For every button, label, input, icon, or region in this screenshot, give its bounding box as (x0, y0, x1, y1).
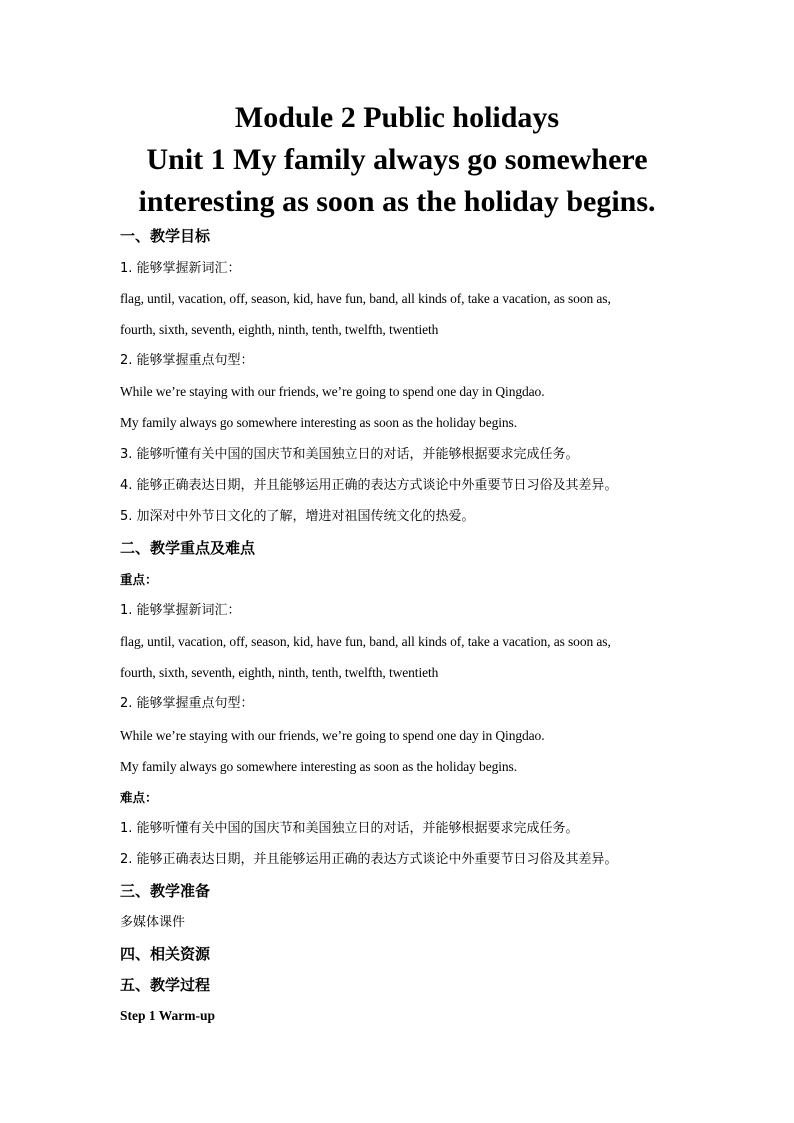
goal-sentence-1: While we’re staying with our friends, we’re going to spend one day in Qingdao. (120, 384, 545, 399)
key-vocab-line-1: flag, until, vacation, off, season, kid, have fun, band, all kinds of, take a vacation, as soon as, (120, 634, 611, 649)
goal-item-2-label: 2. 能够掌握重点句型： (120, 353, 254, 368)
preparation-content: 多媒体课件 (120, 915, 186, 930)
goal-vocab-line-1: flag, until, vacation, off, season, kid, have fun, band, all kinds of, take a vacation, as soon as, (120, 291, 611, 306)
title-line-1: Module 2 Public holidays (234, 101, 560, 134)
difficult-item-2: 2. 能够正确表达日期，并且能够运用正确的表达方式谈论中外重要节日习俗及其差异。 (120, 852, 618, 867)
goal-sentence-2: My family always go somewhere interesting as soon as the holiday begins. (120, 415, 517, 430)
step-1-heading: Step 1 Warm-up (120, 1008, 216, 1023)
title-line-3: interesting as soon as the holiday begins. (138, 185, 656, 218)
goal-item-3: 3. 能够听懂有关中国的国庆节和美国独立日的对话，并能够根据要求完成任务。 (120, 447, 579, 462)
section-heading-key-points: 二、教学重点及难点 (120, 539, 256, 557)
goal-item-4: 4. 能够正确表达日期，并且能够运用正确的表达方式谈论中外重要节日习俗及其差异。 (120, 478, 618, 493)
key-points-label: 重点： (120, 572, 158, 587)
key-vocab-line-2: fourth, sixth, seventh, eighth, ninth, tenth, twelfth, twentieth (120, 665, 439, 680)
section-heading-process: 五、教学过程 (120, 976, 211, 994)
section-heading-goals: 一、教学目标 (120, 227, 211, 245)
section-heading-resources: 四、相关资源 (120, 945, 211, 963)
goal-vocab-line-2: fourth, sixth, seventh, eighth, ninth, tenth, twelfth, twentieth (120, 322, 439, 337)
key-sentence-1: While we’re staying with our friends, we’re going to spend one day in Qingdao. (120, 728, 545, 743)
goal-item-1-label: 1. 能够掌握新词汇： (120, 261, 241, 276)
key-item-2-label: 2. 能够掌握重点句型： (120, 696, 254, 711)
key-sentence-2: My family always go somewhere interesting as soon as the holiday begins. (120, 759, 517, 774)
key-item-1-label: 1. 能够掌握新词汇： (120, 603, 241, 618)
difficult-points-label: 难点： (120, 790, 158, 805)
title-line-2: Unit 1 My family always go somewhere (146, 143, 648, 176)
difficult-item-1: 1. 能够听懂有关中国的国庆节和美国独立日的对话，并能够根据要求完成任务。 (120, 821, 579, 836)
section-heading-preparation: 三、教学准备 (120, 882, 211, 900)
goal-item-5: 5. 加深对中外节日文化的了解，增进对祖国传统文化的热爱。 (120, 509, 475, 524)
